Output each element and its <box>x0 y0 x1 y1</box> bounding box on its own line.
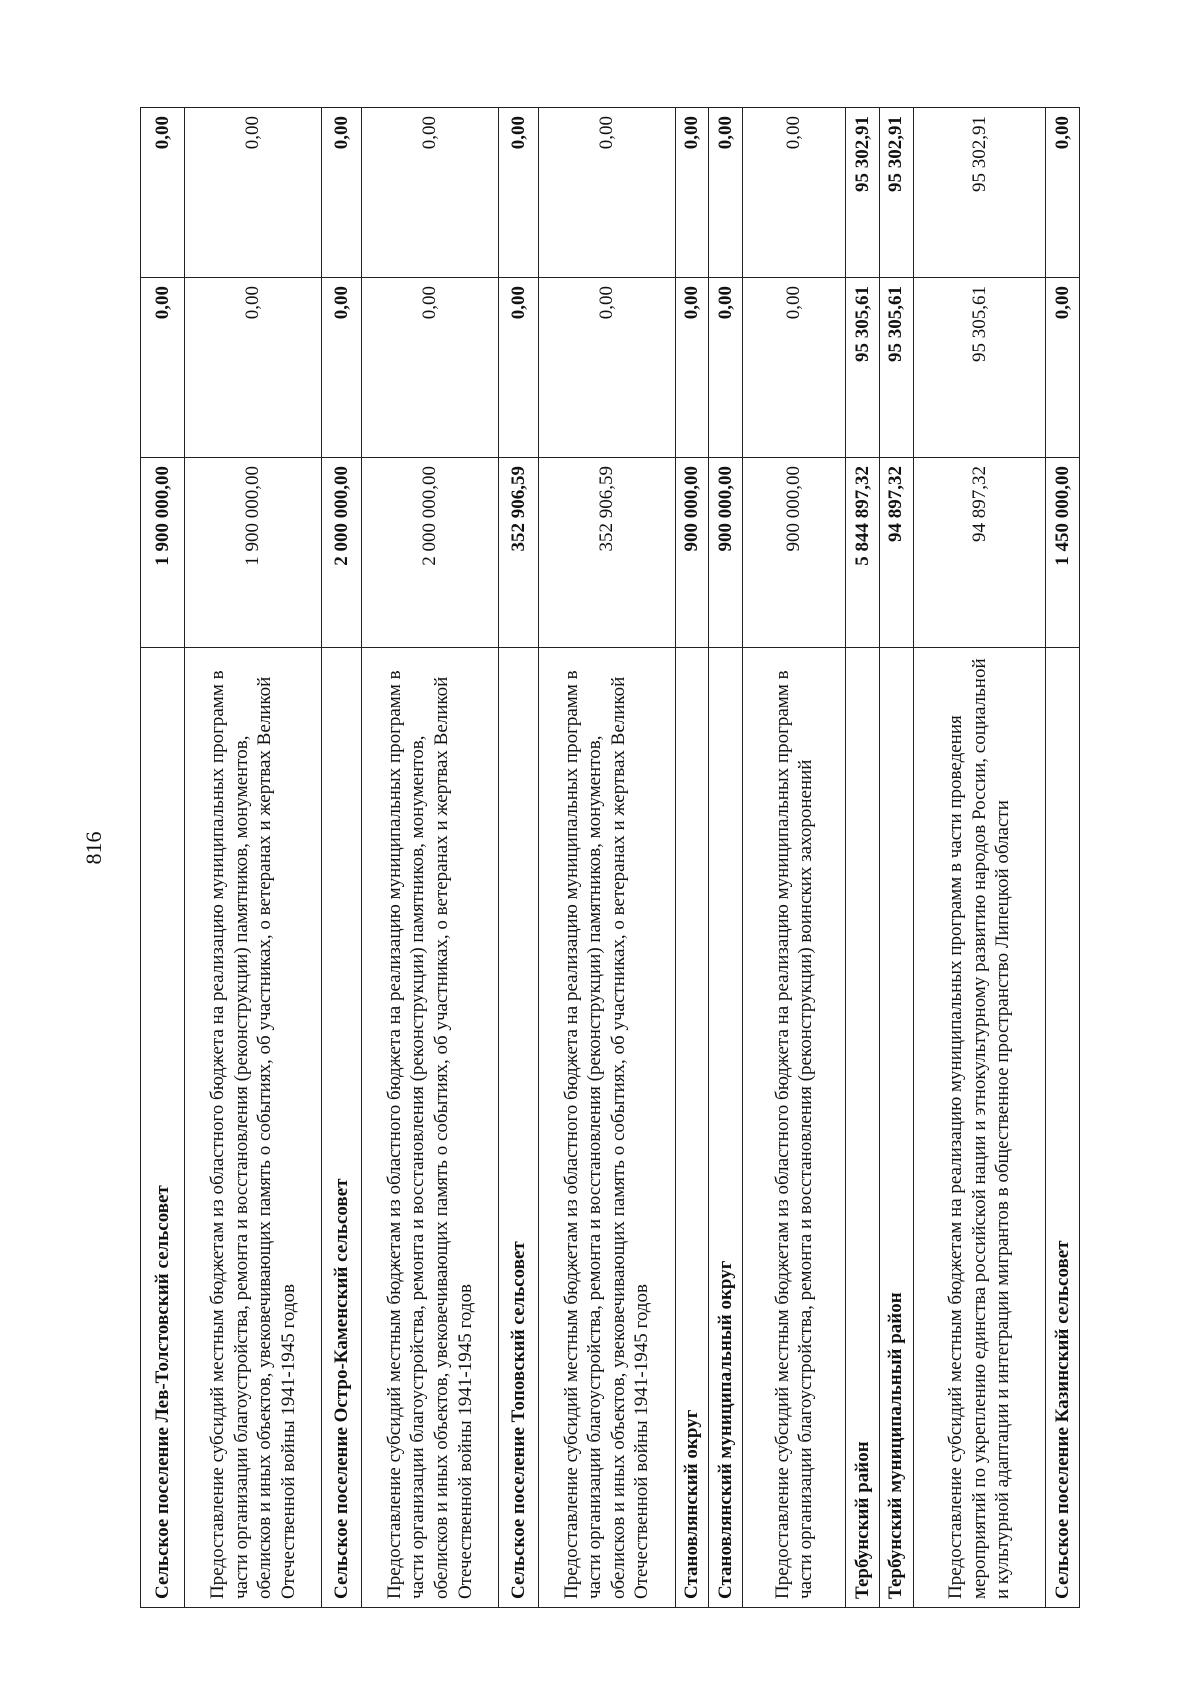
table-row <box>185 108 322 1608</box>
row-value-2: 95 305,61 <box>846 278 880 458</box>
row-value-3: 95 302,91 <box>846 108 880 278</box>
row-value-1: 2 000 000,00 <box>322 458 362 648</box>
row-value-3: 95 302,91 <box>879 108 913 278</box>
row-name: Тербунский район <box>846 648 880 1608</box>
row-value-2: 0,00 <box>498 278 538 458</box>
row-value-1: 1 900 000,00 <box>141 458 185 648</box>
row-value-2: 0,00 <box>675 278 709 458</box>
row-value-2: 0,00 <box>322 278 362 458</box>
row-value-1: 352 906,59 <box>538 458 675 648</box>
row-name: Предоставление субсидий местным бюджетам из областного бюджета на реализацию муниципальных программ в части организации благоустройства, ремонта и восстановления (реконструкции) памятников, монументов, обелисков и иных объектов, увековечивающих память о событиях, об участниках, о ветеранах и жертвах Великой Отечественной войны 1941-1945 годов <box>362 648 499 1608</box>
table-row <box>322 108 362 1608</box>
row-value-2: 0,00 <box>185 278 322 458</box>
row-value-3: 0,00 <box>709 108 743 278</box>
page-number-text: 816 <box>81 831 106 865</box>
row-name: Становлянский муниципальный округ <box>709 648 743 1608</box>
table-row <box>743 108 846 1608</box>
row-value-2: 0,00 <box>362 278 499 458</box>
table-row <box>709 108 743 1608</box>
row-name: Предоставление субсидий местным бюджетам на реализацию муниципальных программ в части проведения мероприятий по укреплению единства российской нации и этнокультурному развитию народов России, социальной и культурной адаптации и интеграции мигрантов в общественное пространство Липецкой области <box>913 648 1046 1608</box>
row-value-3: 0,00 <box>743 108 846 278</box>
row-value-2: 95 305,61 <box>879 278 913 458</box>
row-name: Предоставление субсидий местным бюджетам из областного бюджета на реализацию муниципальных программ в части организации благоустройства, ремонта и восстановления (реконструкции) памятников, монументов, обелисков и иных объектов, увековечивающих память о событиях, об участниках, о ветеранах и жертвах Великой Отечественной войны 1941-1945 годов <box>185 648 322 1608</box>
row-name: Предоставление субсидий местным бюджетам из областного бюджета на реализацию муниципальных программ в части организации благоустройства, ремонта и восстановления (реконструкции) воинских захоронений <box>743 648 846 1608</box>
row-value-1: 352 906,59 <box>498 458 538 648</box>
table-row <box>675 108 709 1608</box>
row-name: Сельское поселение Казинский сельсовет <box>1046 648 1080 1608</box>
table-row <box>141 108 185 1608</box>
row-value-1: 900 000,00 <box>743 458 846 648</box>
row-name: Предоставление субсидий местным бюджетам из областного бюджета на реализацию муниципальных программ в части организации благоустройства, ремонта и восстановления (реконструкции) памятников, монументов, обелисков и иных объектов, увековечивающих память о событиях, об участниках, о ветеранах и жертвах Великой Отечественной войны 1941-1945 годов <box>538 648 675 1608</box>
table-row <box>538 108 675 1608</box>
row-value-3: 95 302,91 <box>913 108 1046 278</box>
row-value-2: 0,00 <box>1046 278 1080 458</box>
table-row <box>913 108 1046 1608</box>
row-value-1: 5 844 897,32 <box>846 458 880 648</box>
row-value-3: 0,00 <box>675 108 709 278</box>
row-value-1: 900 000,00 <box>675 458 709 648</box>
table-row <box>362 108 499 1608</box>
row-value-3: 0,00 <box>538 108 675 278</box>
table-row <box>498 108 538 1608</box>
row-value-3: 0,00 <box>141 108 185 278</box>
row-value-2: 0,00 <box>141 278 185 458</box>
row-value-2: 0,00 <box>538 278 675 458</box>
row-value-1: 900 000,00 <box>709 458 743 648</box>
row-value-1: 94 897,32 <box>913 458 1046 648</box>
row-value-1: 1 450 000,00 <box>1046 458 1080 648</box>
row-value-3: 0,00 <box>498 108 538 278</box>
row-value-2: 0,00 <box>743 278 846 458</box>
budget-table <box>140 107 1080 1608</box>
table-row <box>1046 108 1080 1608</box>
row-value-3: 0,00 <box>322 108 362 278</box>
row-value-2: 95 305,61 <box>913 278 1046 458</box>
row-name: Тербунский муниципальный район <box>879 648 913 1608</box>
table-row <box>846 108 880 1608</box>
row-name: Сельское поселение Остро-Каменский сельсовет <box>322 648 362 1608</box>
row-value-3: 0,00 <box>185 108 322 278</box>
table-row <box>879 108 913 1608</box>
row-name: Становлянский округ <box>675 648 709 1608</box>
row-value-3: 0,00 <box>1046 108 1080 278</box>
row-name: Сельское поселение Топовский сельсовет <box>498 648 538 1608</box>
row-name: Сельское поселение Лев-Толстовский сельсовет <box>141 648 185 1608</box>
row-value-1: 1 900 000,00 <box>185 458 322 648</box>
row-value-1: 2 000 000,00 <box>362 458 499 648</box>
row-value-2: 0,00 <box>709 278 743 458</box>
row-value-3: 0,00 <box>362 108 499 278</box>
rotated-table-container <box>140 108 1080 1608</box>
row-value-1: 94 897,32 <box>879 458 913 648</box>
